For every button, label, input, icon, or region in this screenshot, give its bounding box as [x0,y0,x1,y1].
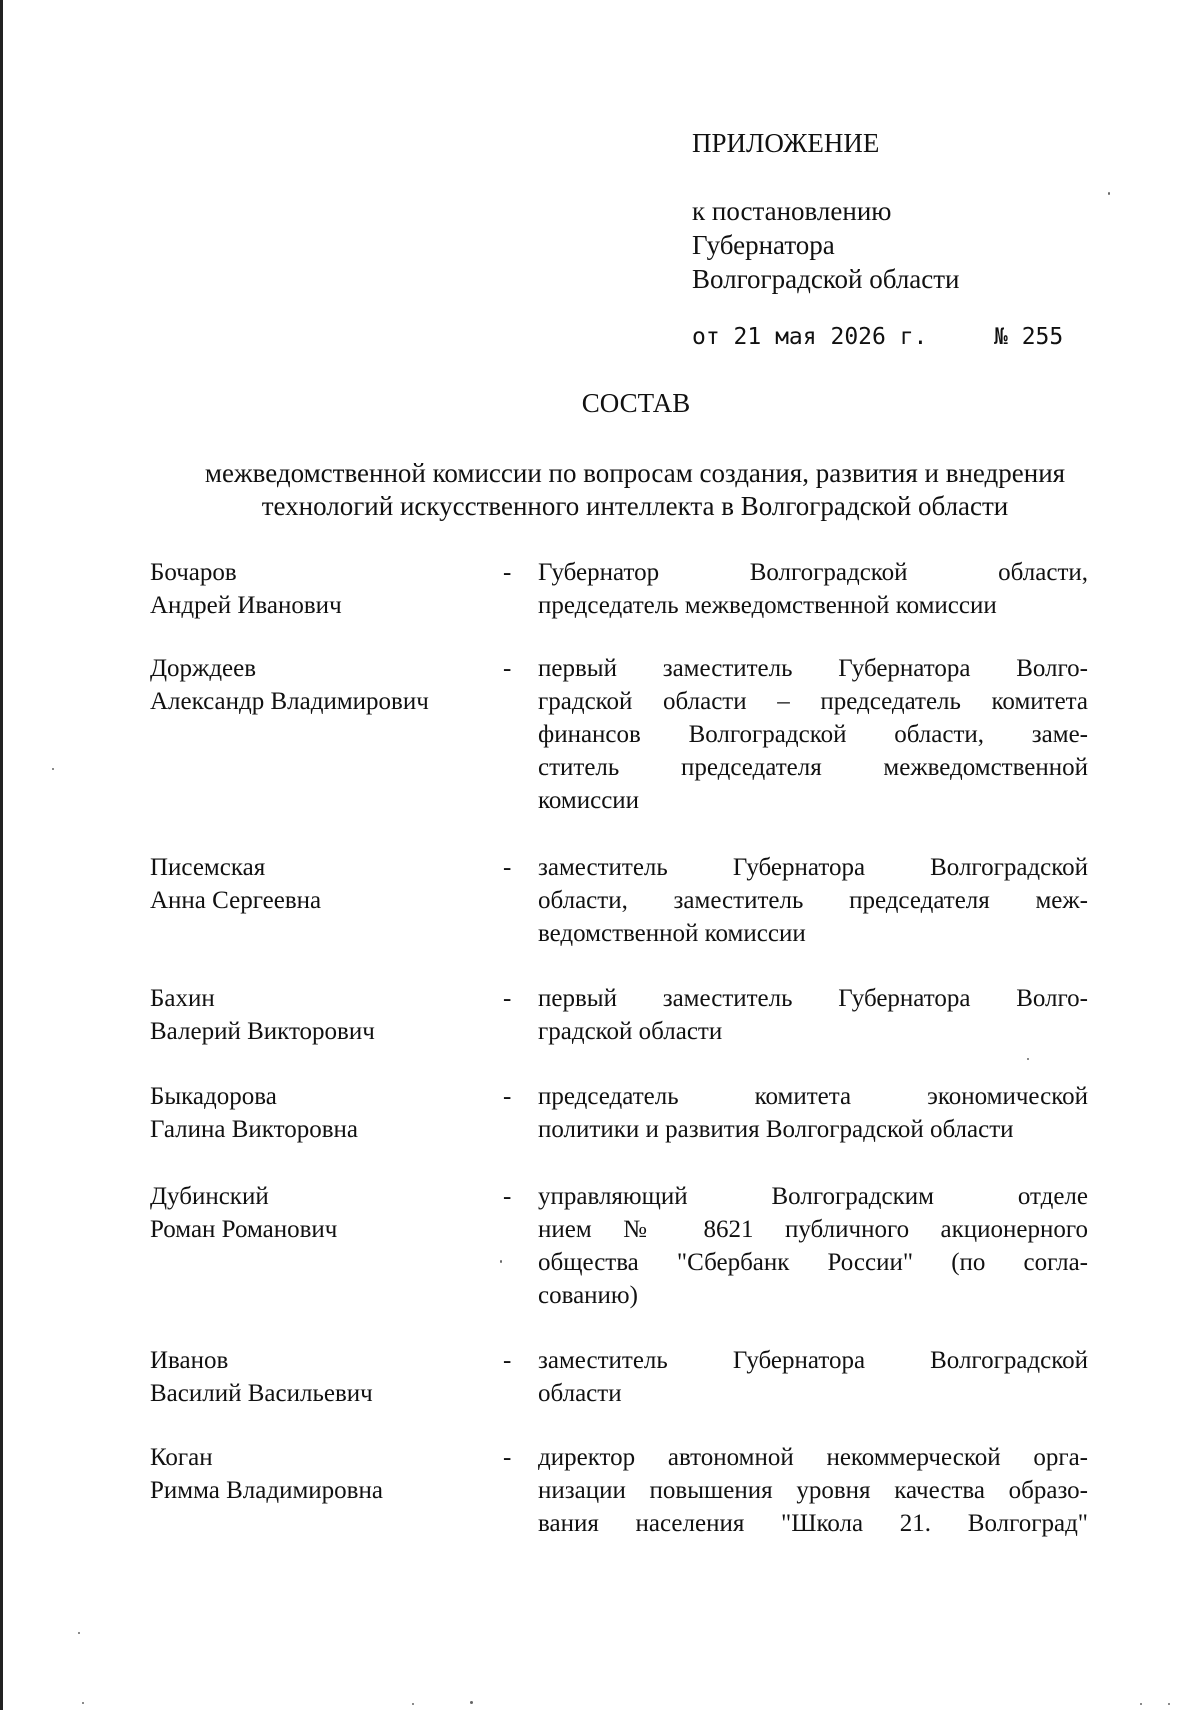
member-surname: Дорждеев [150,655,257,682]
member-surname: Бочаров [150,559,237,586]
appendix-line: Губернатора [692,230,835,260]
member-surname: Дубинский [150,1183,269,1210]
role-line: вания населения "Школа 21. Волгоград" [538,1510,1088,1537]
member-given-name: Римма Владимировна [150,1477,383,1504]
member-surname: Бахин [150,985,215,1012]
scan-speck [412,1703,414,1705]
role-line: первый заместитель Губернатора Волго- [538,655,1088,682]
member-role [538,851,1088,950]
member-name [150,1080,480,1146]
role-line: общества "Сбербанк России" (по согла- [538,1249,1088,1276]
role-line: заместитель Губернатора Волгоградской [538,854,1088,881]
appendix-line: к постановлению [692,196,892,226]
member-dash: - [503,559,512,586]
document-title: СОСТАВ [581,388,691,418]
role-line: директор автономной некоммерческой орга- [538,1444,1088,1471]
member-surname: Иванов [150,1347,229,1374]
appendix-line: Волгоградской области [692,264,960,294]
member-dash: - [503,854,512,881]
scan-speck [1027,1058,1029,1060]
member-given-name: Галина Викторовна [150,1116,358,1143]
member-given-name: Роман Романович [150,1216,338,1243]
member-surname: Писемская [150,854,266,881]
role-line: заместитель Губернатора Волгоградской [538,1347,1088,1374]
member-name [150,556,480,622]
role-line: управляющий Волгоградским отделе [538,1183,1088,1210]
scan-speck [1168,1703,1170,1705]
role-line: председатель межведомственной комиссии [538,592,997,619]
role-line: первый заместитель Губернатора Волго- [538,985,1088,1012]
role-line: финансов Волгоградской области, заме- [538,721,1088,748]
scan-speck [78,1632,80,1634]
role-line: ститель председателя межведомственной [538,754,1088,781]
member-role [538,1080,1088,1146]
member-surname: Коган [150,1444,213,1471]
member-name [150,1441,480,1507]
member-given-name: Александр Владимирович [150,688,429,715]
member-role [538,1344,1088,1410]
member-name [150,851,480,917]
decree-date-line [692,324,1064,350]
member-name [150,652,480,718]
role-line: градской области [538,1018,723,1045]
document-subtitle [180,457,1090,523]
member-surname: Быкадорова [150,1083,277,1110]
scan-speck [500,1260,502,1263]
member-dash: - [503,655,512,682]
role-line: области [538,1380,622,1407]
member-name [150,1344,480,1410]
member-given-name: Андрей Иванович [150,592,342,619]
member-given-name: Валерий Викторович [150,1018,375,1045]
scan-speck [52,768,54,770]
member-role [538,982,1088,1048]
member-dash: - [503,985,512,1012]
role-line: нием № 8621 публичного акционерного [538,1216,1088,1243]
member-dash: - [503,1444,512,1471]
role-line: низации повышения уровня качества образо- [538,1477,1088,1504]
member-dash: - [503,1347,512,1374]
scan-edge [0,0,3,1710]
member-role [538,1180,1088,1312]
decree-date: от 21 мая 2026 г. [692,324,928,350]
appendix-title: ПРИЛОЖЕНИЕ [692,128,880,158]
role-line: ведомственной комиссии [538,920,806,947]
role-line: председатель комитета экономической [538,1083,1088,1110]
role-line: градской области – председатель комитета [538,688,1088,715]
member-role [538,556,1088,622]
scan-speck [1140,1703,1142,1705]
decree-number: № 255 [994,324,1064,350]
member-name [150,1180,480,1246]
scan-speck [82,1702,84,1704]
role-line: области, заместитель председателя меж- [538,887,1088,914]
member-role [538,652,1088,817]
scan-speck [1108,192,1110,195]
member-name [150,982,480,1048]
appendix-reference [692,194,960,296]
member-given-name: Анна Сергеевна [150,887,322,914]
member-role [538,1441,1088,1540]
member-dash: - [503,1183,512,1210]
role-line: Губернатор Волгоградской области, [538,559,1088,586]
role-line: сованию) [538,1282,638,1309]
subtitle-line: межведомственной комиссии по вопросам создания, развития и внедрения [204,458,1066,488]
subtitle-line: технологий искусственного интеллекта в Волгоградской области [261,491,1009,521]
role-line: комиссии [538,787,640,814]
member-given-name: Василий Васильевич [150,1380,373,1407]
role-line: политики и развития Волгоградской области [538,1116,1014,1143]
scan-speck [470,1701,473,1704]
member-dash: - [503,1083,512,1110]
